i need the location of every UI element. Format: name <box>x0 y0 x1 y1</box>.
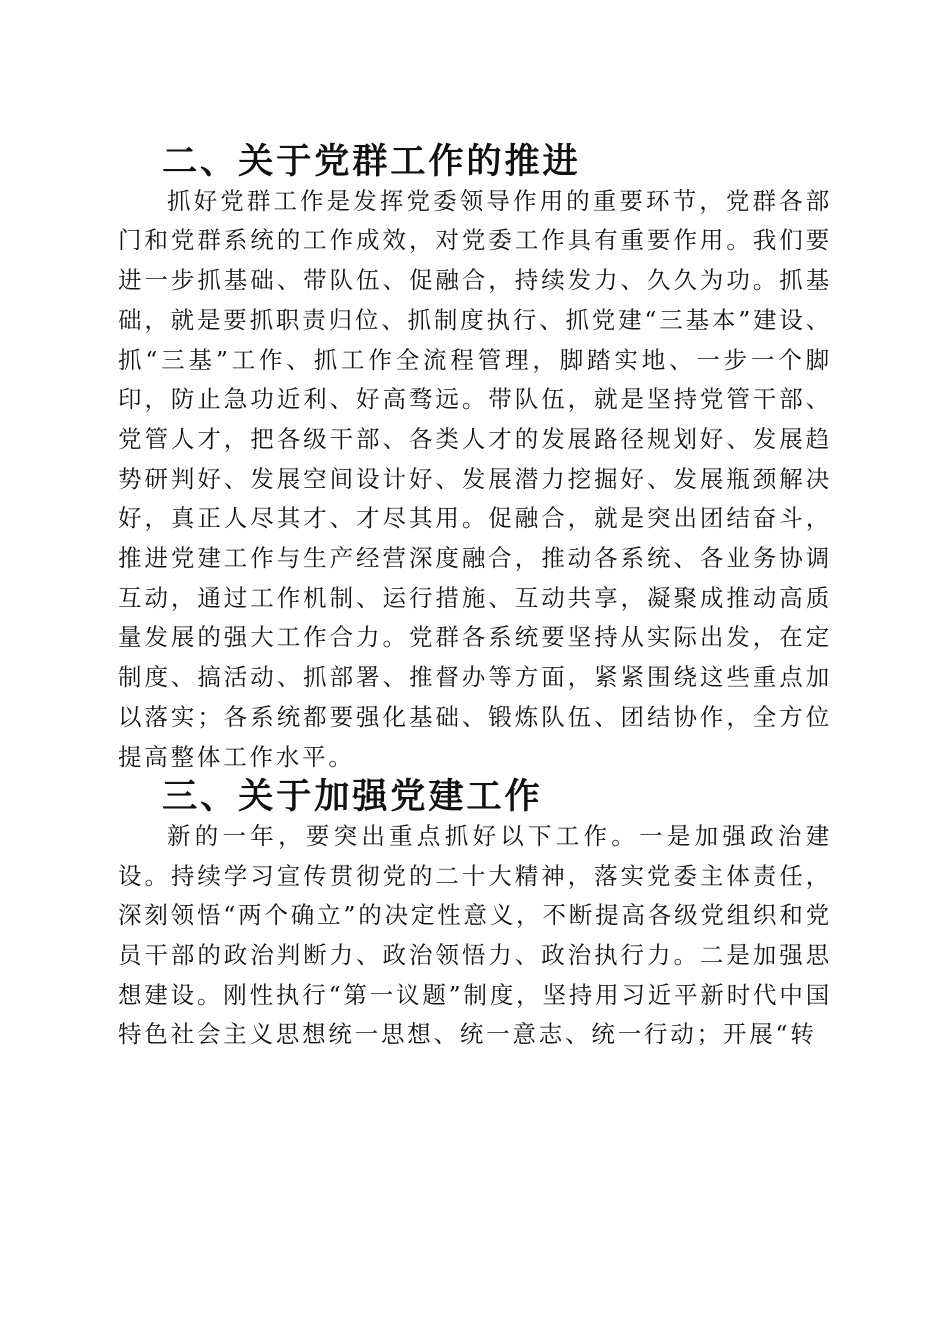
section-heading-party-mass-work: 二、关于党群工作的推进 <box>162 141 581 182</box>
section-paragraph-party-building: 新的一年，要突出重点抓好以下工作。一是加强政治建设。持续学习宣传贯彻党的二十大精神，落实党委主体责任，深刻领悟“两个确立”的决定性意义，不断提高各级党组织和党员干部的政治判断力、政治领悟力、政治执行力。二是加强思想建设。刚性执行“第一议题”制度，坚持用习近平新时代中国特色社会主义思想统一思想、统一意志、统一行动；开展“转 <box>118 821 832 1049</box>
section-paragraph-party-mass-work: 抓好党群工作是发挥党委领导作用的重要环节，党群各部门和党群系统的工作成效，对党委工作具有重要作用。我们要进一步抓基础、带队伍、促融合，持续发力、久久为功。抓基础，就是要抓职责归位、抓制度执行、抓党建“三基本”建设、抓“三基”工作、抓工作全流程管理，脚踏实地、一步一个脚印，防止急功近利、好高骛远。带队伍，就是坚持党管干部、党管人才，把各级干部、各类人才的发展路径规划好、发展趋势研判好、发展空间设计好、发展潜力挖掘好、发展瓶颈解决好，真正人尽其才、才尽其用。促融合，就是突出团结奋斗，推进党建工作与生产经营深度融合，推动各系统、各业务协调互动，通过工作机制、运行措施、互动共享，凝聚成推动高质量发展的强大工作合力。党群各系统要坚持从实际出发，在定制度、搞活动、抓部署、推督办等方面，紧紧围绕这些重点加以落实；各系统都要强化基础、锻炼队伍、团结协作，全方位提高整体工作水平。 <box>118 186 832 771</box>
section-heading-party-building: 三、关于加强党建工作 <box>162 776 543 818</box>
document-body <box>118 142 832 1055</box>
